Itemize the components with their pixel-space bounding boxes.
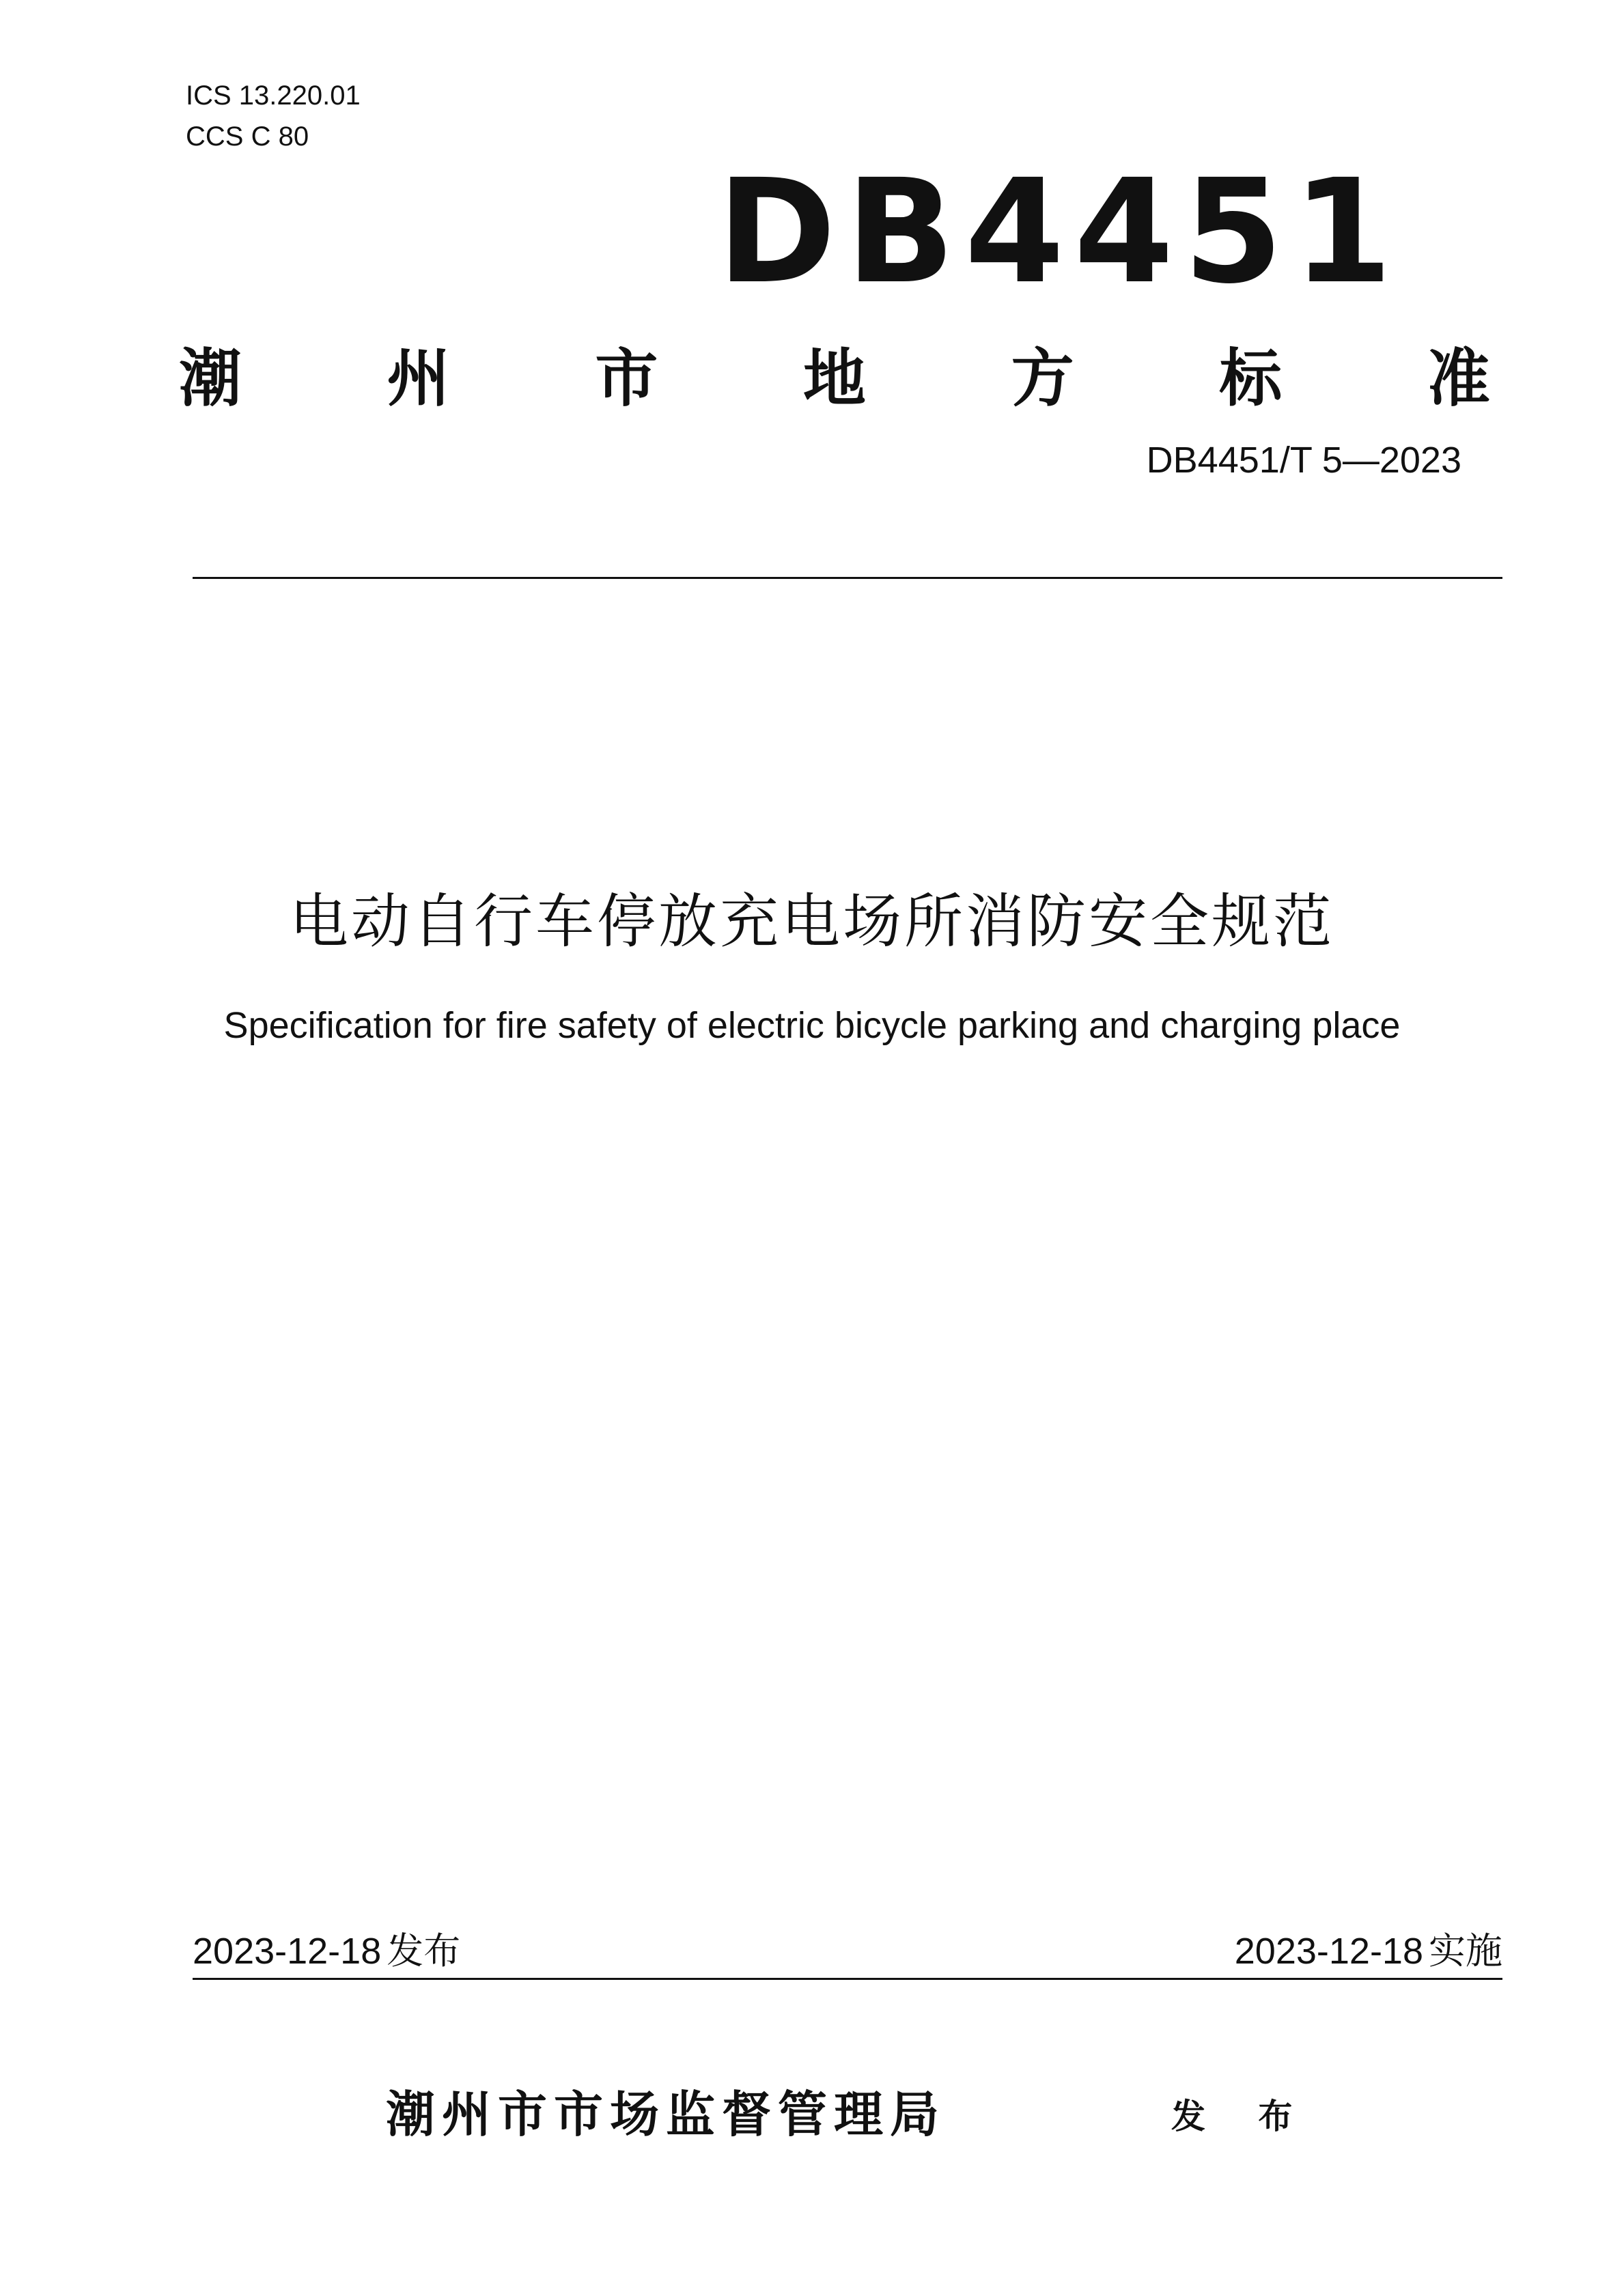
dates-divider bbox=[193, 1978, 1502, 1980]
publish-label: 发布 bbox=[387, 1929, 461, 1972]
implement-label: 实施 bbox=[1429, 1929, 1502, 1972]
implement-date: 2023-12-18 bbox=[1234, 1931, 1423, 1972]
standard-type-char: 市 bbox=[595, 342, 658, 415]
standard-type-char: 州 bbox=[387, 342, 450, 415]
ccs-code: CCS C 80 bbox=[186, 122, 309, 152]
issue-word: 发 布 bbox=[1171, 2097, 1313, 2136]
document-title-chinese: 电动自行车停放充电场所消防安全规范 bbox=[290, 888, 1334, 956]
document-title-english: Specification for fire safety of electric bicycle parking and charging place bbox=[223, 1005, 1401, 1046]
standard-code-logo: DB4451 bbox=[717, 148, 1402, 315]
issuing-authority: 潮州市市场监督管理局 bbox=[386, 2086, 947, 2143]
implement-date-block bbox=[1093, 1929, 1502, 1974]
standard-type-heading bbox=[179, 341, 1490, 416]
standard-type-char: 方 bbox=[1011, 342, 1074, 415]
publish-date-block bbox=[193, 1929, 460, 1974]
standard-type-char: 标 bbox=[1219, 342, 1283, 415]
ics-code: ICS 13.220.01 bbox=[186, 81, 361, 111]
publish-date: 2023-12-18 bbox=[193, 1931, 382, 1972]
standard-type-char: 地 bbox=[802, 342, 866, 415]
standard-type-char: 准 bbox=[1427, 342, 1490, 415]
standard-type-char: 潮 bbox=[179, 342, 242, 415]
header-divider bbox=[193, 577, 1502, 579]
standard-number: DB4451/T 5—2023 bbox=[1146, 440, 1461, 481]
